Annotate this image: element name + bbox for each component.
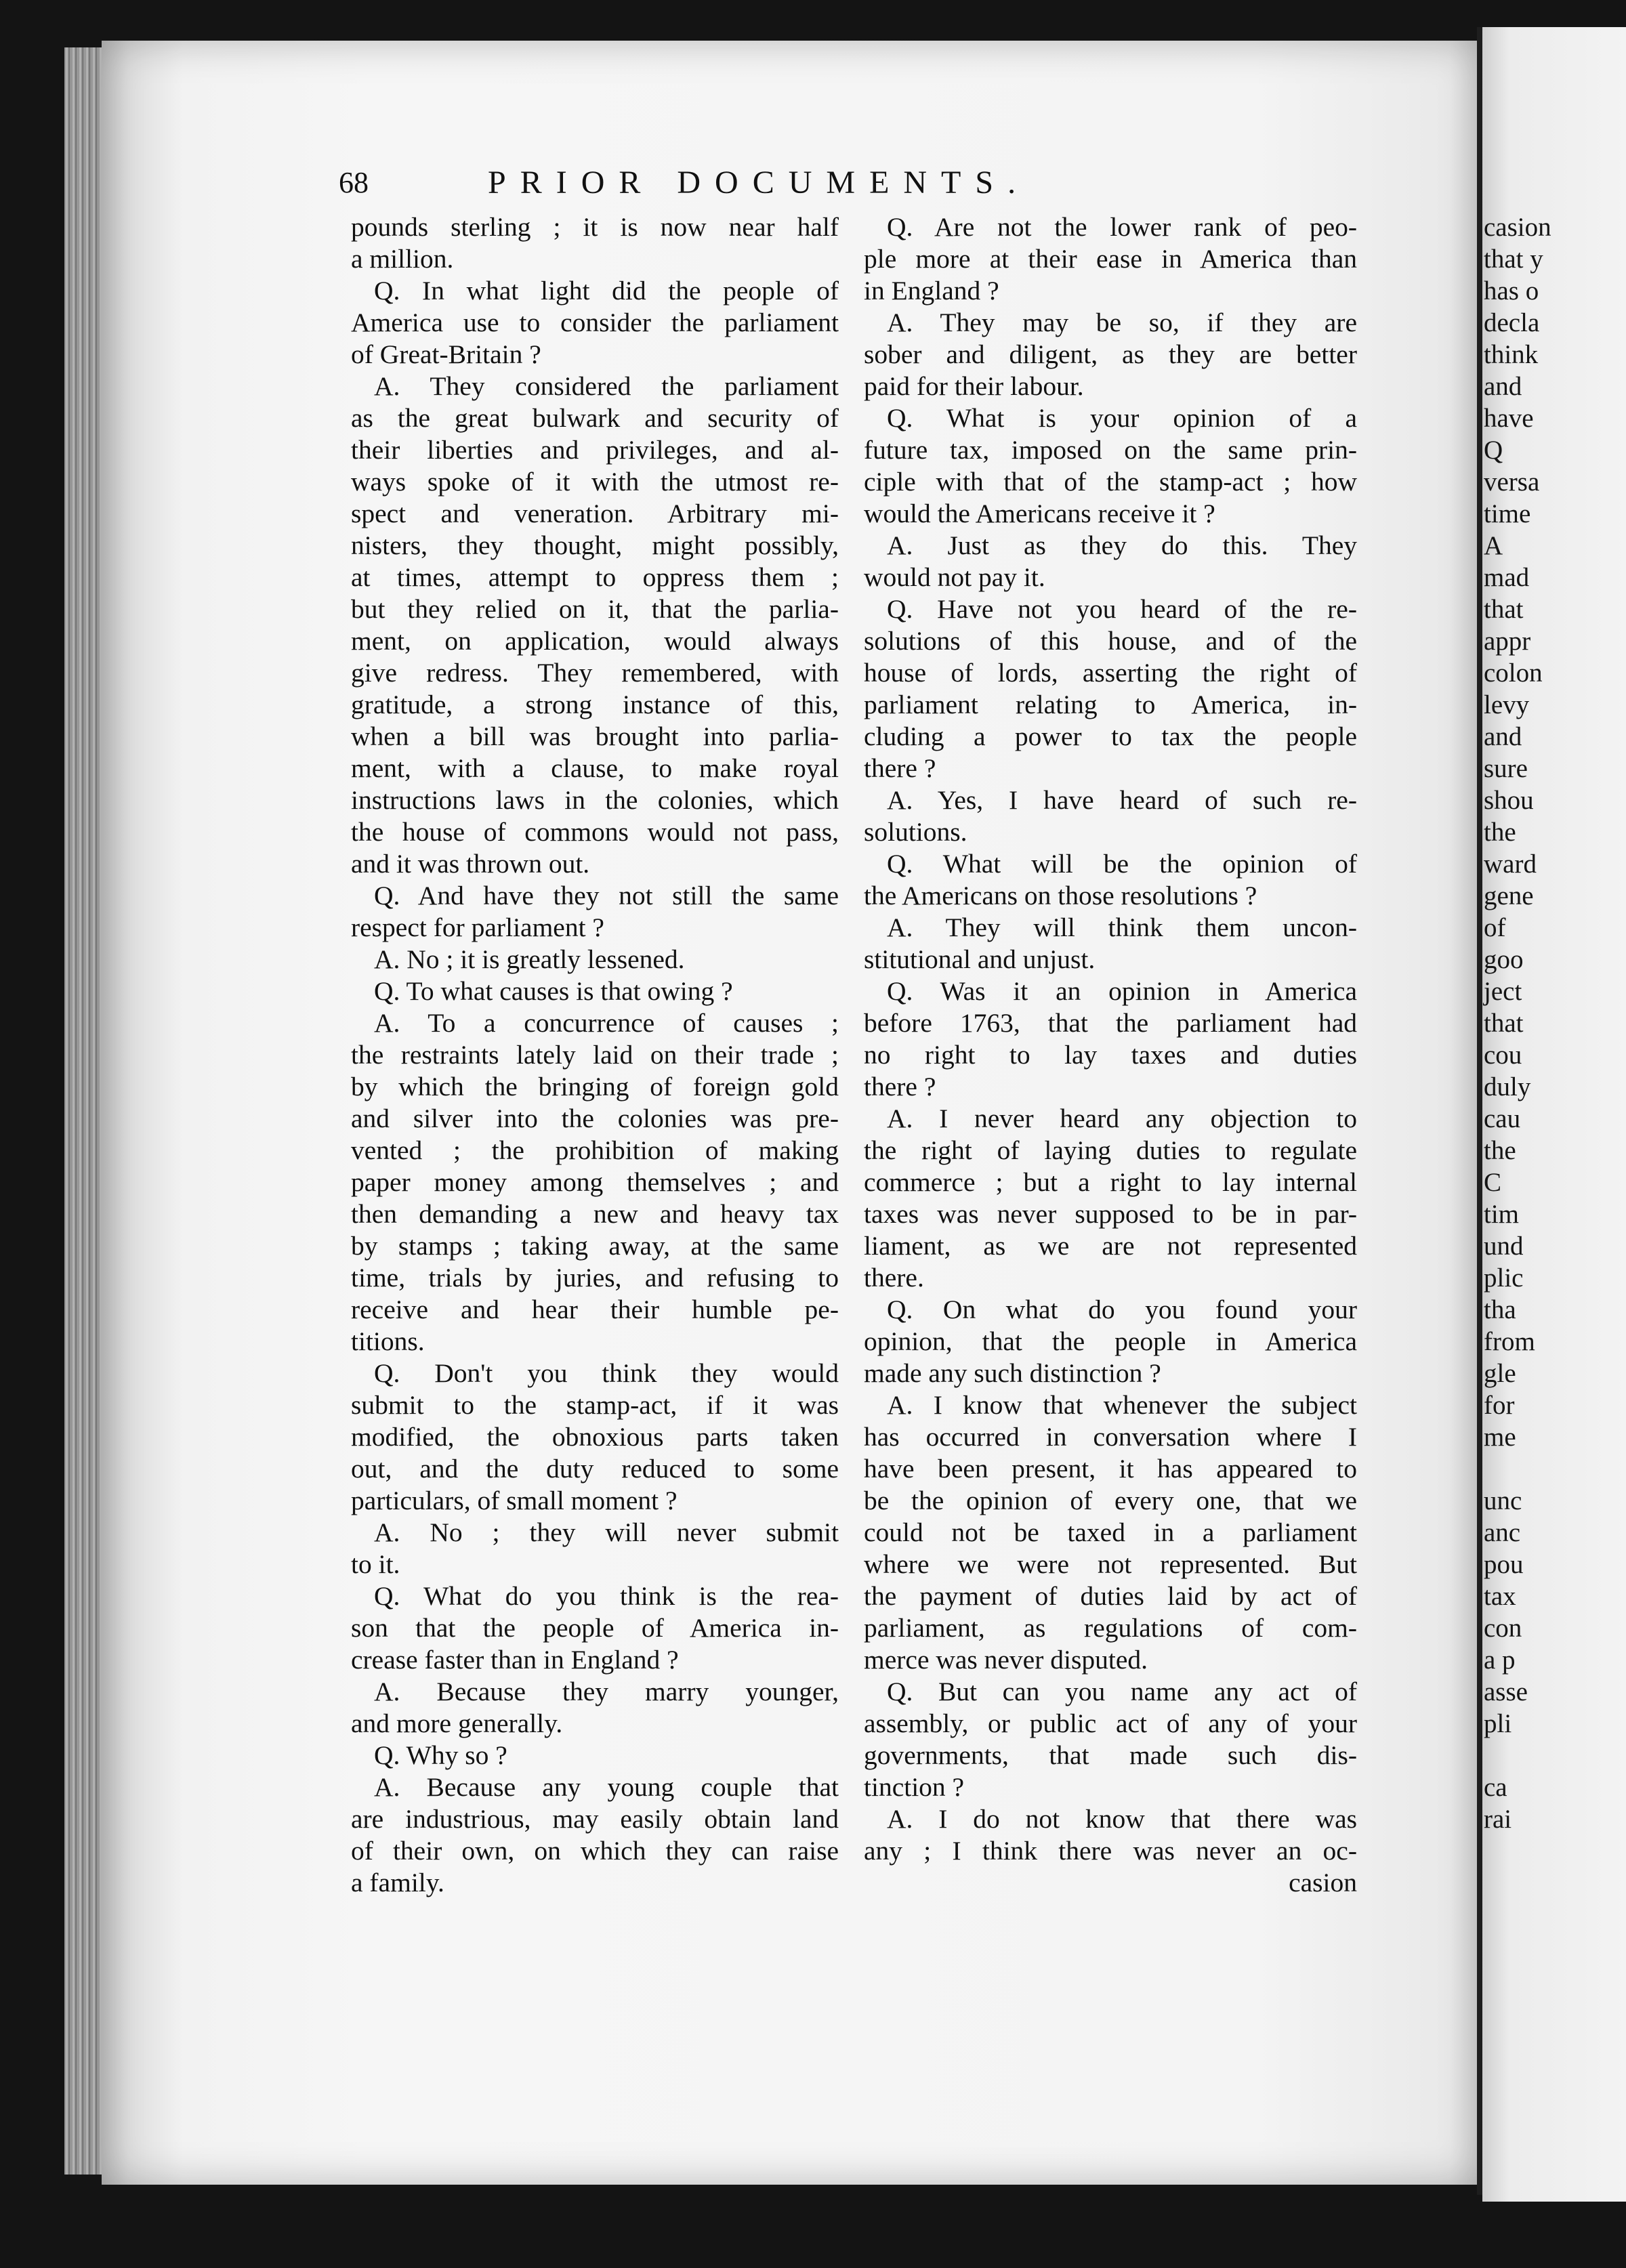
- text-line: A. Just as they do this. They: [887, 530, 1357, 560]
- facing-page-fragment: ca: [1484, 1773, 1507, 1802]
- facing-page-fragment: anc: [1484, 1518, 1521, 1547]
- text-line: stitutional and unjust.: [864, 944, 1096, 974]
- text-line: Q. Are not the lower rank of peo-: [887, 212, 1357, 242]
- facing-page-fragment: cau: [1484, 1104, 1521, 1133]
- facing-page-fragment: cou: [1484, 1041, 1522, 1070]
- text-line: paid for their labour.: [864, 371, 1084, 401]
- facing-page-fragment: asse: [1484, 1677, 1528, 1706]
- text-line: crease faster than in England ?: [351, 1645, 679, 1675]
- text-line: have been present, it has appeared to: [864, 1454, 1357, 1484]
- facing-page-fragment: of: [1484, 913, 1506, 942]
- text-line: Q. What will be the opinion of: [887, 849, 1357, 879]
- page-number: 68: [339, 166, 369, 199]
- text-line: ment, with a clause, to make royal: [351, 753, 839, 783]
- facing-page-fragment: shou: [1484, 786, 1534, 815]
- left-column: [351, 211, 839, 1899]
- text-line: Q. But can you name any act of: [887, 1677, 1357, 1706]
- facing-page-fragment: and: [1484, 372, 1522, 401]
- text-line: at times, attempt to oppress them ;: [351, 562, 839, 592]
- text-line: paper money among themselves ; and: [351, 1167, 839, 1197]
- facing-page-fragment: have: [1484, 404, 1534, 433]
- text-line: and it was thrown out.: [351, 849, 590, 879]
- text-line: merce was never disputed.: [864, 1645, 1148, 1675]
- facing-page-fragment: tha: [1484, 1295, 1516, 1324]
- facing-page-fragment: appr: [1484, 627, 1531, 656]
- facing-page-fragment: gle: [1484, 1359, 1516, 1388]
- text-line: Q. To what causes is that owing ?: [374, 976, 733, 1006]
- text-line: spect and veneration. Arbitrary mi-: [351, 499, 839, 528]
- text-line: assembly, or public act of any of your: [864, 1708, 1357, 1738]
- facing-page-fragment: that: [1484, 1009, 1524, 1038]
- text-line: parliament, as regulations of com-: [864, 1613, 1357, 1643]
- text-line: and more generally.: [351, 1708, 563, 1738]
- text-line: ment, on application, would always: [351, 626, 839, 656]
- text-line: made any such distinction ?: [864, 1358, 1161, 1388]
- text-line: there.: [864, 1263, 924, 1293]
- text-line: instructions laws in the colonies, which: [351, 785, 839, 815]
- text-line: Q. On what do you found your: [887, 1295, 1357, 1324]
- text-line: commerce ; but a right to lay internal: [864, 1167, 1357, 1197]
- facing-page-fragment: colon: [1484, 658, 1543, 688]
- text-line: gratitude, a strong instance of this,: [351, 690, 839, 719]
- facing-page-fragment: that: [1484, 595, 1524, 624]
- text-line: tinction ?: [864, 1772, 965, 1802]
- text-line: a million.: [351, 244, 454, 274]
- facing-page-fragment: ject: [1484, 977, 1522, 1006]
- facing-page-fragment: tim: [1484, 1200, 1520, 1229]
- text-line: give redress. They remembered, with: [351, 658, 839, 688]
- text-line: A. Yes, I have heard of such re-: [887, 785, 1357, 815]
- text-line: sober and diligent, as they are better: [864, 339, 1357, 369]
- text-line: the right of laying duties to regulate: [864, 1135, 1357, 1165]
- facing-page-fragment: decla: [1484, 308, 1540, 337]
- text-line: ciple with that of the stamp-act ; how: [864, 467, 1357, 497]
- facing-page-fragment: for: [1484, 1391, 1515, 1420]
- text-line: respect for parliament ?: [351, 912, 604, 942]
- facing-page-fragment: the: [1484, 818, 1516, 847]
- facing-page-fragment: versa: [1484, 467, 1540, 497]
- facing-page-fragment: duly: [1484, 1072, 1531, 1101]
- facing-page-fragment: rai: [1484, 1805, 1512, 1834]
- facing-page-fragment: unc: [1484, 1486, 1522, 1515]
- facing-page-fragment: tax: [1484, 1582, 1516, 1611]
- text-line: house of lords, asserting the right of: [864, 658, 1357, 688]
- text-line: the house of commons would not pass,: [351, 817, 839, 847]
- facing-page-fragment: me: [1484, 1423, 1516, 1452]
- text-line: a family.: [351, 1868, 444, 1897]
- text-line: before 1763, that the parliament had: [864, 1008, 1357, 1038]
- text-line: are industrious, may easily obtain land: [351, 1804, 839, 1834]
- text-line: as the great bulwark and security of: [351, 403, 839, 433]
- facing-page-fragment: time: [1484, 499, 1531, 528]
- facing-page-fragment: Q: [1484, 436, 1503, 465]
- text-line: submit to the stamp-act, if it was: [351, 1390, 839, 1420]
- facing-page-fragment: sure: [1484, 754, 1528, 783]
- text-line: out, and the duty reduced to some: [351, 1454, 839, 1484]
- text-line: solutions.: [864, 817, 967, 847]
- facing-page-fragment: levy: [1484, 690, 1530, 719]
- facing-page-fragment: pou: [1484, 1550, 1524, 1579]
- text-line: by which the bringing of foreign gold: [351, 1072, 839, 1101]
- text-line: would the Americans receive it ?: [864, 499, 1215, 528]
- text-line: time, trials by juries, and refusing to: [351, 1263, 839, 1293]
- facing-page-fragment: from: [1484, 1327, 1535, 1356]
- text-line: ways spoke of it with the utmost re-: [351, 467, 839, 497]
- text-line: Q. And have they not still the same: [374, 881, 839, 910]
- text-line: A. They considered the parliament: [374, 371, 839, 401]
- text-line: cluding a power to tax the people: [864, 721, 1357, 751]
- facing-page-fragment: plic: [1484, 1263, 1524, 1293]
- facing-page-fragment: A: [1484, 531, 1503, 560]
- book-gutter: [1477, 27, 1482, 2195]
- text-line: would not pay it.: [864, 562, 1045, 592]
- text-line: A. Because any young couple that: [374, 1772, 839, 1802]
- text-line: by stamps ; taking away, at the same: [351, 1231, 839, 1261]
- facing-page-fragment: goo: [1484, 945, 1524, 974]
- text-line: be the opinion of every one, that we: [864, 1486, 1357, 1515]
- facing-page-fragment: think: [1484, 340, 1539, 369]
- facing-page-fragment: has o: [1484, 276, 1539, 306]
- text-line: solutions of this house, and of the: [864, 626, 1357, 656]
- text-line: of Great-Britain ?: [351, 339, 541, 369]
- text-line: has occurred in conversation where I: [864, 1422, 1357, 1452]
- text-line: any ; I think there was never an oc-: [864, 1836, 1357, 1866]
- facing-page-fragment: pli: [1484, 1709, 1512, 1738]
- facing-page-fragment: C: [1484, 1168, 1502, 1197]
- facing-page-fragment: that y: [1484, 245, 1543, 274]
- text-line: Q. In what light did the people of: [374, 276, 839, 306]
- facing-page-fragment: und: [1484, 1232, 1524, 1261]
- text-line: ple more at their ease in America than: [864, 244, 1357, 274]
- text-line: nisters, they thought, might possibly,: [351, 530, 839, 560]
- text-line: there ?: [864, 1072, 936, 1101]
- text-line: particulars, of small moment ?: [351, 1486, 678, 1515]
- text-line: casion: [1289, 1868, 1357, 1897]
- text-line: A. I never heard any objection to: [887, 1104, 1357, 1133]
- text-line: could not be taxed in a parliament: [864, 1517, 1357, 1547]
- text-line: Q. What do you think is the rea-: [374, 1581, 839, 1611]
- text-line: A. No ; they will never submit: [374, 1517, 839, 1547]
- text-line: America use to consider the parliament: [351, 308, 839, 337]
- text-line: son that the people of America in-: [351, 1613, 839, 1643]
- text-line: their liberties and privileges, and al-: [351, 435, 839, 465]
- text-line: taxes was never supposed to be in par-: [864, 1199, 1357, 1229]
- text-line: opinion, that the people in America: [864, 1326, 1357, 1356]
- text-line: A. Because they marry younger,: [374, 1677, 839, 1706]
- text-line: no right to lay taxes and duties: [864, 1040, 1357, 1070]
- text-line: the Americans on those resolutions ?: [864, 881, 1257, 910]
- facing-page-fragment: casion: [1484, 213, 1551, 242]
- facing-page-fragment: ward: [1484, 849, 1537, 879]
- text-line: Q. What is your opinion of a: [887, 403, 1357, 433]
- running-head: PRIOR DOCUMENTS.: [488, 165, 1030, 201]
- text-line: Q. Why so ?: [374, 1740, 507, 1770]
- text-line: A. They may be so, if they are: [887, 308, 1357, 337]
- text-line: Q. Have not you heard of the re-: [887, 594, 1357, 624]
- text-line: but they relied on it, that the parlia-: [351, 594, 839, 624]
- text-line: receive and hear their humble pe-: [351, 1295, 839, 1324]
- text-line: liament, as we are not represented: [864, 1231, 1357, 1261]
- text-line: A. To a concurrence of causes ;: [374, 1008, 839, 1038]
- text-line: modified, the obnoxious parts taken: [351, 1422, 839, 1452]
- facing-page-fragment: mad: [1484, 563, 1530, 592]
- text-line: in England ?: [864, 276, 999, 306]
- text-line: parliament relating to America, in-: [864, 690, 1357, 719]
- facing-page-fragment: and: [1484, 722, 1522, 751]
- text-line: A. I do not know that there was: [887, 1804, 1357, 1834]
- text-line: pounds sterling ; it is now near half: [351, 212, 839, 242]
- page-edge-stack: [64, 47, 105, 2175]
- text-line: A. They will think them uncon-: [887, 912, 1357, 942]
- facing-page-fragment: con: [1484, 1614, 1522, 1643]
- text-line: then demanding a new and heavy tax: [351, 1199, 839, 1229]
- text-line: A. No ; it is greatly lessened.: [374, 944, 685, 974]
- right-column: [864, 211, 1357, 1899]
- text-line: of their own, on which they can raise: [351, 1836, 839, 1866]
- facing-page-fragment: gene: [1484, 881, 1534, 910]
- facing-page-fragment: a p: [1484, 1645, 1516, 1675]
- text-line: to it.: [351, 1549, 400, 1579]
- text-line: governments, that made such dis-: [864, 1740, 1357, 1770]
- text-line: Q. Don't you think they would: [374, 1358, 839, 1388]
- text-line: vented ; the prohibition of making: [351, 1135, 839, 1165]
- text-line: and silver into the colonies was pre-: [351, 1104, 839, 1133]
- text-line: there ?: [864, 753, 936, 783]
- text-line: A. I know that whenever the subject: [887, 1390, 1357, 1420]
- text-line: the restraints lately laid on their trade ;: [351, 1040, 839, 1070]
- text-line: when a bill was brought into parlia-: [351, 721, 839, 751]
- text-line: future tax, imposed on the same prin-: [864, 435, 1357, 465]
- text-line: the payment of duties laid by act of: [864, 1581, 1357, 1611]
- text-line: where we were not represented. But: [864, 1549, 1357, 1579]
- text-line: titions.: [351, 1326, 425, 1356]
- facing-page-fragment: the: [1484, 1136, 1516, 1165]
- text-line: Q. Was it an opinion in America: [887, 976, 1357, 1006]
